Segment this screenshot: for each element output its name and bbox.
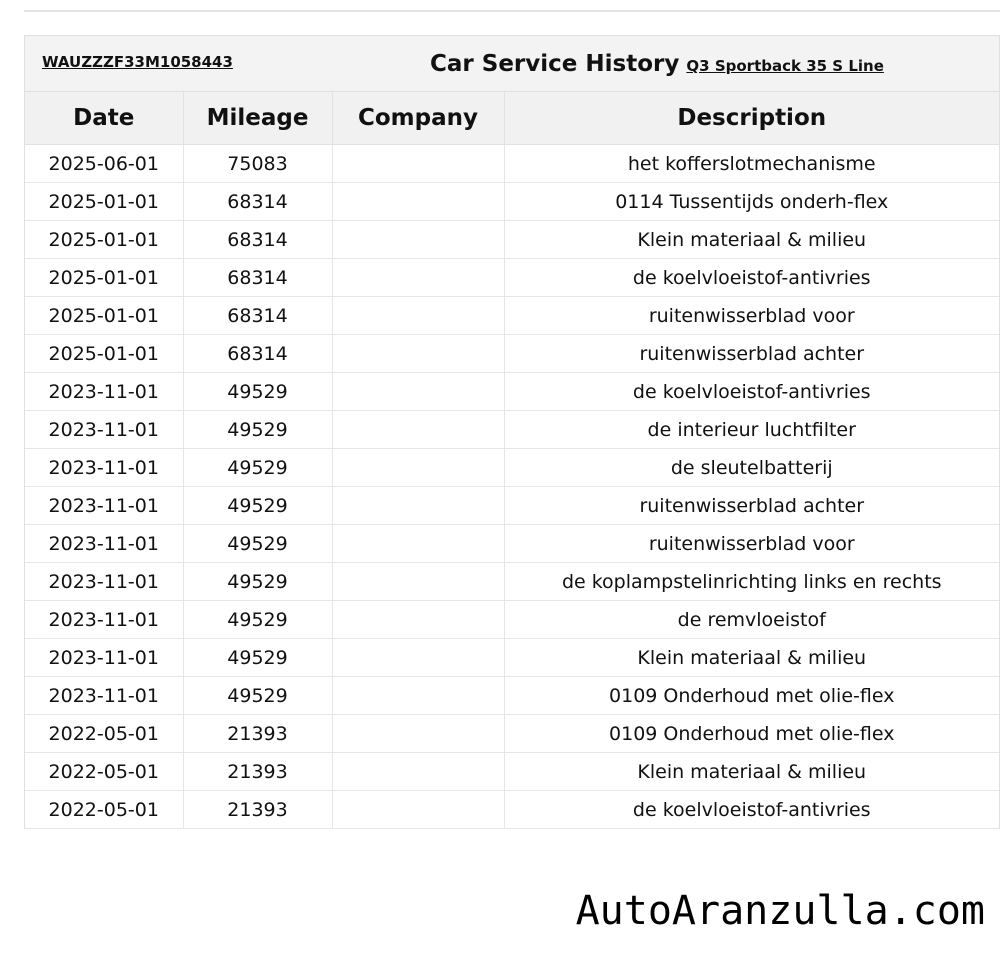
cell-date: 2023-11-01 xyxy=(25,677,183,715)
table-row xyxy=(25,221,999,259)
cell-mileage: 49529 xyxy=(183,563,332,601)
cell-company xyxy=(332,145,504,183)
table-row xyxy=(25,677,999,715)
vin-number: WAUZZZF33M1058443 xyxy=(42,53,233,71)
table-row xyxy=(25,259,999,297)
cell-company xyxy=(332,259,504,297)
cell-company xyxy=(332,449,504,487)
top-divider xyxy=(24,10,1000,12)
table-row xyxy=(25,563,999,601)
cell-company xyxy=(332,639,504,677)
cell-description: de koelvloeistof-antivries xyxy=(504,791,999,829)
cell-description: de koelvloeistof-antivries xyxy=(504,373,999,411)
cell-description: ruitenwisserblad voor xyxy=(504,297,999,335)
cell-mileage: 68314 xyxy=(183,335,332,373)
cell-mileage: 68314 xyxy=(183,297,332,335)
cell-description: 0109 Onderhoud met olie-flex xyxy=(504,715,999,753)
cell-mileage: 49529 xyxy=(183,601,332,639)
cell-company xyxy=(332,753,504,791)
table-row xyxy=(25,335,999,373)
cell-mileage: 49529 xyxy=(183,639,332,677)
cell-date: 2025-01-01 xyxy=(25,259,183,297)
cell-date: 2025-01-01 xyxy=(25,335,183,373)
cell-company xyxy=(332,221,504,259)
table-row xyxy=(25,601,999,639)
cell-company xyxy=(332,183,504,221)
cell-company xyxy=(332,525,504,563)
cell-date: 2023-11-01 xyxy=(25,525,183,563)
title-group xyxy=(430,51,884,77)
cell-date: 2023-11-01 xyxy=(25,487,183,525)
cell-company xyxy=(332,677,504,715)
cell-mileage: 68314 xyxy=(183,221,332,259)
cell-company xyxy=(332,297,504,335)
table-row xyxy=(25,183,999,221)
cell-company xyxy=(332,791,504,829)
cell-date: 2022-05-01 xyxy=(25,791,183,829)
cell-description: 0114 Tussentijds onderh-flex xyxy=(504,183,999,221)
table-row xyxy=(25,715,999,753)
cell-mileage: 49529 xyxy=(183,373,332,411)
cell-description: ruitenwisserblad voor xyxy=(504,525,999,563)
cell-description: de koelvloeistof-antivries xyxy=(504,259,999,297)
cell-company xyxy=(332,335,504,373)
table-row xyxy=(25,791,999,829)
table-row xyxy=(25,449,999,487)
table-row xyxy=(25,525,999,563)
report-title: Car Service History xyxy=(430,51,680,77)
cell-date: 2023-11-01 xyxy=(25,601,183,639)
table-row xyxy=(25,753,999,791)
cell-mileage: 49529 xyxy=(183,411,332,449)
cell-date: 2025-01-01 xyxy=(25,183,183,221)
table-row xyxy=(25,639,999,677)
service-history-report xyxy=(24,35,1000,829)
column-header-date: Date xyxy=(25,92,183,145)
cell-mileage: 49529 xyxy=(183,525,332,563)
report-header xyxy=(25,36,999,92)
table-row xyxy=(25,145,999,183)
cell-description: 0109 Onderhoud met olie-flex xyxy=(504,677,999,715)
cell-mileage: 21393 xyxy=(183,753,332,791)
cell-date: 2023-11-01 xyxy=(25,411,183,449)
column-header-company: Company xyxy=(332,92,504,145)
cell-company xyxy=(332,373,504,411)
cell-description: de interieur luchtfilter xyxy=(504,411,999,449)
cell-company xyxy=(332,601,504,639)
cell-mileage: 68314 xyxy=(183,259,332,297)
cell-description: Klein materiaal & milieu xyxy=(504,753,999,791)
cell-company xyxy=(332,563,504,601)
cell-date: 2023-11-01 xyxy=(25,373,183,411)
cell-description: de sleutelbatterij xyxy=(504,449,999,487)
table-body xyxy=(25,145,999,829)
column-header-mileage: Mileage xyxy=(183,92,332,145)
cell-mileage: 49529 xyxy=(183,449,332,487)
cell-description: de remvloeistof xyxy=(504,601,999,639)
table-header-row xyxy=(25,92,999,145)
cell-description: Klein materiaal & milieu xyxy=(504,221,999,259)
table-row xyxy=(25,411,999,449)
table-row xyxy=(25,373,999,411)
cell-date: 2022-05-01 xyxy=(25,715,183,753)
car-model: Q3 Sportback 35 S Line xyxy=(686,57,884,75)
cell-description: ruitenwisserblad achter xyxy=(504,335,999,373)
cell-description: ruitenwisserblad achter xyxy=(504,487,999,525)
cell-date: 2023-11-01 xyxy=(25,639,183,677)
cell-mileage: 21393 xyxy=(183,715,332,753)
cell-company xyxy=(332,487,504,525)
watermark: AutoAranzulla.com xyxy=(575,888,985,934)
cell-mileage: 75083 xyxy=(183,145,332,183)
table-row xyxy=(25,297,999,335)
service-history-table xyxy=(25,92,999,829)
cell-description: Klein materiaal & milieu xyxy=(504,639,999,677)
cell-date: 2023-11-01 xyxy=(25,563,183,601)
cell-company xyxy=(332,715,504,753)
cell-mileage: 68314 xyxy=(183,183,332,221)
column-header-description: Description xyxy=(504,92,999,145)
cell-date: 2025-01-01 xyxy=(25,297,183,335)
cell-mileage: 21393 xyxy=(183,791,332,829)
cell-mileage: 49529 xyxy=(183,487,332,525)
cell-date: 2025-01-01 xyxy=(25,221,183,259)
cell-mileage: 49529 xyxy=(183,677,332,715)
cell-date: 2025-06-01 xyxy=(25,145,183,183)
cell-date: 2023-11-01 xyxy=(25,449,183,487)
cell-company xyxy=(332,411,504,449)
table-row xyxy=(25,487,999,525)
cell-description: de koplampstelinrichting links en rechts xyxy=(504,563,999,601)
cell-description: het kofferslotmechanisme xyxy=(504,145,999,183)
cell-date: 2022-05-01 xyxy=(25,753,183,791)
